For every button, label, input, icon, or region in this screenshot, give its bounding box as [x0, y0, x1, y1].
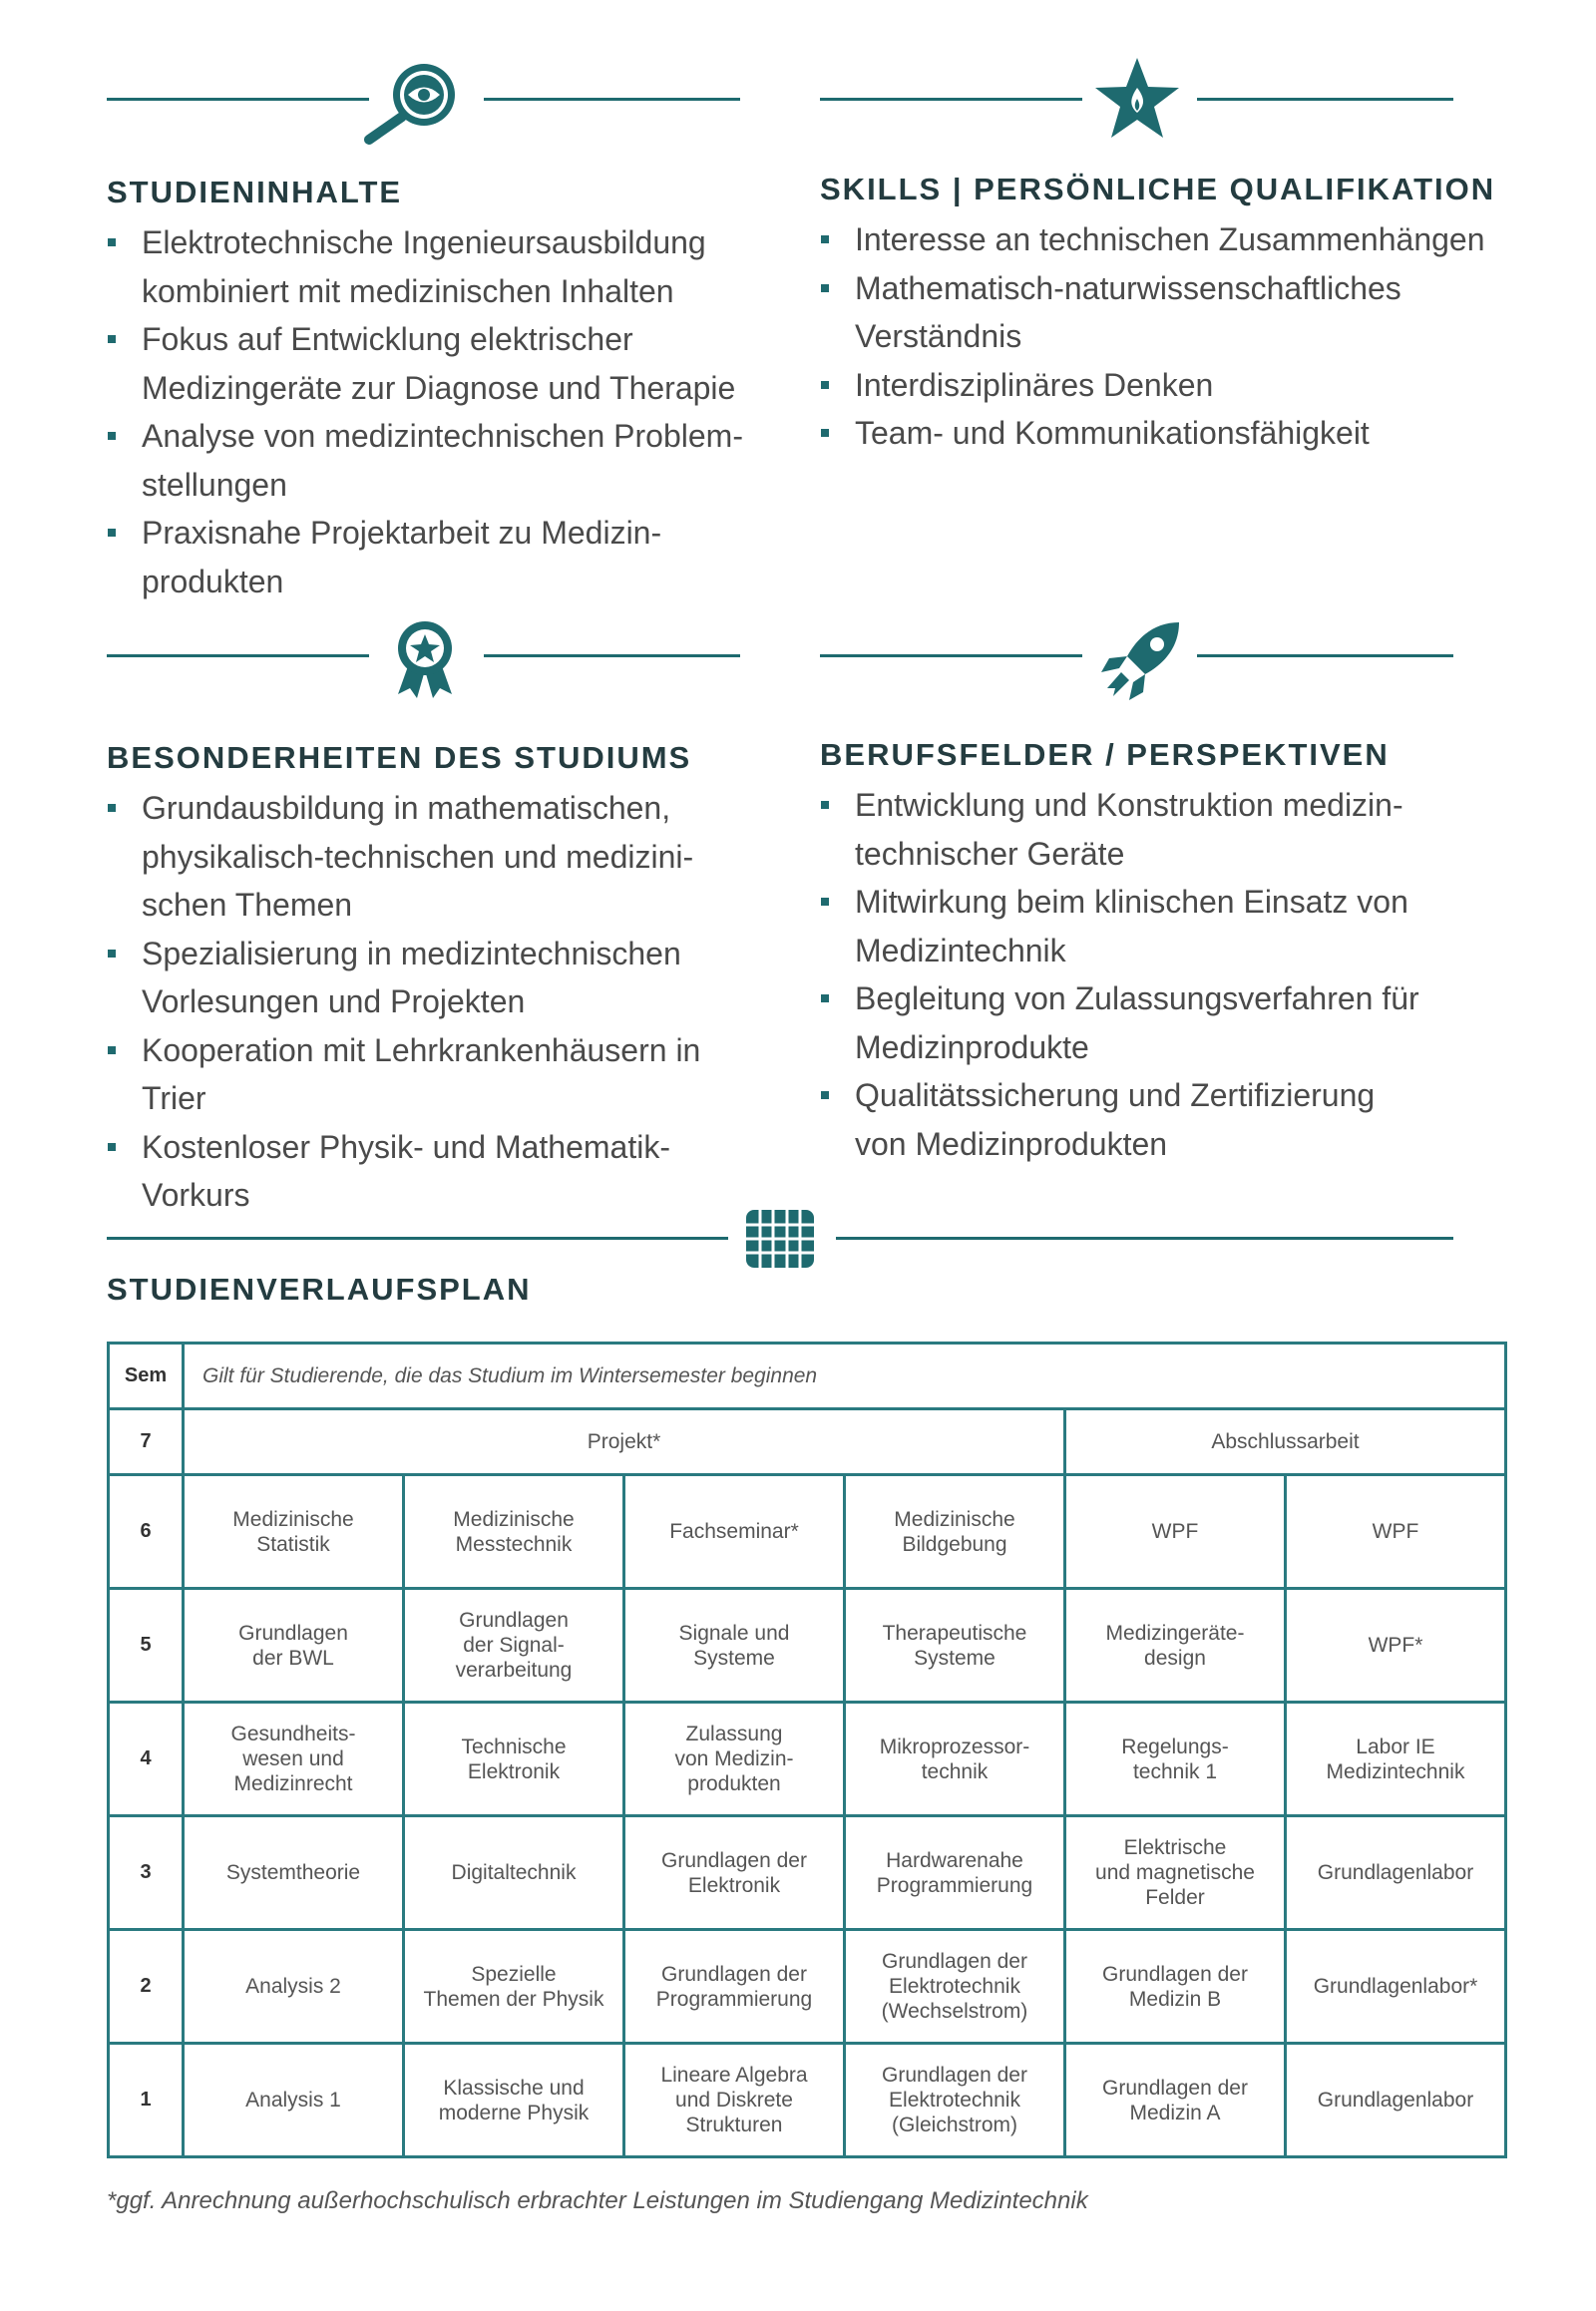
module-line: Technische: [461, 1734, 567, 1758]
list-item-line: stellungen: [142, 466, 287, 503]
module-line: Grundlagen der: [661, 1962, 807, 1986]
module-line: der BWL: [252, 1646, 334, 1670]
module-line: Grundlagenlabor: [1317, 2089, 1474, 2112]
module-cell: [404, 1475, 624, 1589]
list-item: [107, 930, 785, 1026]
module-line: Grundlagen der: [882, 2064, 1027, 2087]
section-studienverlaufsplan: [107, 1272, 532, 1316]
module-line: Labor IE: [1356, 1734, 1435, 1758]
module-line: (Gleichstrom): [891, 2114, 1017, 2136]
divider-line: [484, 98, 740, 101]
module-line: moderne Physik: [438, 2101, 590, 2124]
module-cell: Projekt*: [184, 1409, 1065, 1475]
module-cell: [845, 1930, 1065, 2044]
list-item-line: Trier: [142, 1080, 206, 1116]
bullet-list: [820, 781, 1518, 1168]
list-item-line: Kooperation mit Lehrkrankenhäusern in: [142, 1031, 701, 1068]
module-cell: [624, 1703, 845, 1816]
module-line: technik 1: [1132, 1759, 1218, 1783]
module-cell: [624, 1816, 845, 1930]
module-cell: [184, 1930, 404, 2044]
module-line: Grundlagen: [238, 1621, 348, 1645]
module-line: Systeme: [914, 1646, 996, 1670]
list-item-line: Medizingeräte zur Diagnose und Therapie: [142, 369, 736, 406]
module-line: der Signal-: [463, 1634, 565, 1657]
award-badge-icon: [392, 618, 458, 698]
module-line: Analysis 1: [245, 2089, 341, 2112]
module-cell: [624, 1589, 845, 1703]
module-line: Medizin B: [1128, 1987, 1222, 2011]
module-line: Signale und: [678, 1621, 790, 1645]
module-cell: [624, 1930, 845, 2044]
module-cell: [184, 1589, 404, 1703]
list-item: [820, 974, 1518, 1071]
semester-header: Sem: [109, 1344, 184, 1409]
module-line: von Medizin-: [674, 1747, 794, 1770]
module-line: Zulassung: [685, 1723, 783, 1745]
module-line: Medizinrecht: [233, 1772, 353, 1795]
module-line: Elektrotechnik: [889, 2089, 1020, 2112]
list-item-line: Vorlesungen und Projekten: [142, 983, 526, 1019]
list-item: [820, 781, 1518, 878]
list-item: [820, 264, 1518, 361]
module-line: Mikroprozessor-: [879, 1734, 1030, 1758]
section-studieninhalte: [107, 175, 785, 605]
table-row: [109, 1930, 1506, 2044]
table-note: Gilt für Studierende, die das Studium im Wintersemester beginnen: [184, 1344, 1506, 1409]
module-cell: [1286, 2044, 1506, 2157]
module-line: Grundlagen der: [661, 1848, 807, 1872]
module-line: Spezielle: [471, 1962, 557, 1986]
table-row: [109, 1475, 1506, 1589]
module-line: technik: [921, 1759, 989, 1783]
module-line: Grundlagenlabor*: [1313, 1975, 1478, 1998]
module-cell: [624, 1475, 845, 1589]
list-item-line: Interdisziplinäres Denken: [855, 366, 1214, 403]
study-plan-table: [107, 1342, 1507, 2158]
module-line: Medizinische: [453, 1507, 575, 1531]
list-item-line: Qualitätssicherung und Zertifizierung: [855, 1077, 1376, 1113]
section-title: BESONDERHEITEN DES STUDIUMS: [107, 740, 692, 775]
list-item-line: Vorkurs: [142, 1177, 250, 1213]
list-item-line: Begleitung von Zulassungsverfahren für: [855, 980, 1419, 1016]
module-cell: [845, 1589, 1065, 1703]
section-berufsfelder: [820, 737, 1518, 1168]
list-item-line: Verständnis: [855, 318, 1022, 354]
star-flame-icon: [1092, 55, 1182, 143]
bullet-list: [107, 784, 785, 1220]
module-line: Systemtheorie: [225, 1861, 361, 1884]
divider-line: [820, 98, 1082, 101]
module-line: Digitaltechnik: [451, 1861, 577, 1884]
module-cell: [404, 1816, 624, 1930]
module-cell: [1286, 1589, 1506, 1703]
list-item: [820, 361, 1518, 410]
module-cell: [1065, 1930, 1286, 2044]
semester-number: 4: [109, 1703, 184, 1816]
table-row: [109, 1409, 1506, 1475]
module-line: Elektronik: [467, 1759, 561, 1783]
section-besonderheiten: [107, 740, 785, 1220]
list-item-line: Fokus auf Entwicklung elektrischer: [142, 321, 633, 357]
module-line: Bildgebung: [902, 1532, 1007, 1556]
module-line: Grundlagen der: [1102, 1962, 1248, 1986]
module-cell: [1286, 1816, 1506, 1930]
module-cell: [1286, 1930, 1506, 2044]
list-item: [107, 1026, 785, 1123]
module-line: Regelungs-: [1121, 1734, 1229, 1758]
list-item-line: Analyse von medizintechnischen Problem-: [142, 418, 743, 454]
module-line: Programmierung: [876, 1873, 1033, 1897]
module-line: Therapeutische: [882, 1621, 1027, 1645]
module-cell: [1286, 1703, 1506, 1816]
table-header-row: [109, 1344, 1506, 1409]
module-line: Grundlagen der: [882, 1950, 1027, 1973]
semester-number: 2: [109, 1930, 184, 2044]
module-line: Grundlagen der: [1102, 2076, 1248, 2100]
module-cell: [1065, 1589, 1286, 1703]
module-cell: [184, 1703, 404, 1816]
divider-line: [820, 654, 1082, 657]
module-line: Statistik: [256, 1532, 330, 1556]
module-line: Fachseminar*: [669, 1520, 799, 1543]
list-item-line: Elektrotechnische Ingenieursausbildung: [142, 224, 706, 260]
module-line: Themen der Physik: [423, 1987, 604, 2011]
list-item: [820, 1071, 1518, 1168]
divider-line: [107, 98, 369, 101]
module-cell: [1065, 1475, 1286, 1589]
list-item-line: Praxisnahe Projektarbeit zu Medizin-: [142, 515, 662, 551]
module-cell: [845, 2044, 1065, 2157]
list-item: [107, 315, 785, 412]
module-line: Medizin A: [1129, 2101, 1221, 2124]
module-cell: [1065, 1703, 1286, 1816]
list-item: [820, 215, 1518, 264]
module-cell: [845, 1475, 1065, 1589]
module-cell: [845, 1816, 1065, 1930]
module-line: Gesundheits-: [230, 1723, 356, 1745]
list-item-line: Interesse an technischen Zusammenhängen: [855, 221, 1485, 257]
module-line: Medizinische: [894, 1507, 1015, 1531]
module-line: Strukturen: [685, 2114, 783, 2136]
module-line: Hardwarenahe: [886, 1848, 1023, 1872]
module-line: Lineare Algebra: [660, 2064, 808, 2087]
semester-number: 6: [109, 1475, 184, 1589]
divider-line: [836, 1237, 1453, 1240]
module-cell: [1065, 2044, 1286, 2157]
magnifier-eye-icon: [354, 55, 464, 145]
divider-line: [107, 1237, 728, 1240]
module-cell: [184, 1475, 404, 1589]
list-item-line: Mathematisch-naturwissenschaftliches: [855, 269, 1401, 306]
module-line: Elektrotechnik: [889, 1975, 1020, 1998]
module-line: (Wechselstrom): [881, 2000, 1028, 2023]
module-cell: [404, 2044, 624, 2157]
divider-line: [484, 654, 740, 657]
list-item-line: physikalisch-technischen und medizini-: [142, 838, 694, 875]
module-line: Grundlagenlabor: [1317, 1861, 1474, 1884]
list-item: [107, 412, 785, 509]
section-title: STUDIENINHALTE: [107, 175, 403, 209]
module-line: Messtechnik: [455, 1532, 573, 1556]
module-line: Elektrische: [1123, 1836, 1227, 1859]
section-title: SKILLS | PERSÖNLICHE QUALIFIKATION: [820, 172, 1496, 206]
divider-line: [1197, 98, 1453, 101]
module-cell: [184, 1816, 404, 1930]
module-cell: Abschlussarbeit: [1065, 1409, 1506, 1475]
list-item-line: Mitwirkung beim klinischen Einsatz von: [855, 884, 1408, 920]
module-line: Systeme: [693, 1646, 775, 1670]
list-item: [820, 409, 1518, 458]
table-row: [109, 1703, 1506, 1816]
table-row: [109, 1589, 1506, 1703]
module-line: und magnetische: [1095, 1861, 1255, 1884]
footnote: *ggf. Anrechnung außerhochschulisch erbrachter Leistungen im Studiengang Medizintechnik: [107, 2187, 1088, 2214]
module-line: WPF: [1372, 1520, 1419, 1543]
module-line: wesen und: [242, 1747, 344, 1770]
list-item-line: Team- und Kommunikationsfähigkeit: [855, 415, 1370, 451]
module-line: Medizingeräte-: [1105, 1621, 1245, 1645]
list-item-line: Entwicklung und Konstruktion medizin-: [855, 787, 1403, 823]
table-row: [109, 2044, 1506, 2157]
list-item-line: von Medizinprodukten: [855, 1125, 1168, 1162]
module-cell: [845, 1703, 1065, 1816]
module-cell: [404, 1703, 624, 1816]
list-item-line: Medizinprodukte: [855, 1028, 1089, 1065]
list-item-line: Kostenloser Physik- und Mathematik-: [142, 1128, 670, 1165]
module-line: Felder: [1145, 1886, 1205, 1909]
section-title: BERUFSFELDER / PERSPEKTIVEN: [820, 737, 1390, 772]
list-item-line: Medizintechnik: [855, 932, 1066, 968]
list-item: [107, 509, 785, 605]
module-line: Klassische und: [443, 2076, 585, 2100]
list-item-line: Grundausbildung in mathematischen,: [142, 790, 671, 826]
bullet-list: [107, 218, 785, 605]
module-cell: [404, 1930, 624, 2044]
list-item-line: Spezialisierung in medizintechnischen: [142, 935, 681, 971]
semester-number: 7: [109, 1409, 184, 1475]
semester-number: 5: [109, 1589, 184, 1703]
module-line: Medizinische: [232, 1507, 354, 1531]
list-item-line: technischer Geräte: [855, 835, 1125, 872]
module-cell: [624, 2044, 845, 2157]
module-line: Grundlagen: [459, 1609, 569, 1632]
module-cell: [184, 2044, 404, 2157]
module-cell: [1286, 1475, 1506, 1589]
section-title: STUDIENVERLAUFSPLAN: [107, 1272, 532, 1307]
module-line: verarbeitung: [455, 1659, 573, 1682]
section-skills: [820, 172, 1518, 458]
module-line: Medizintechnik: [1326, 1759, 1465, 1783]
bullet-list: [820, 215, 1518, 458]
module-line: und Diskrete: [675, 2089, 793, 2112]
list-item-line: produkten: [142, 563, 284, 599]
semester-number: 3: [109, 1816, 184, 1930]
module-line: Analysis 2: [245, 1975, 341, 1998]
list-item: [820, 878, 1518, 974]
module-line: Elektronik: [687, 1873, 781, 1897]
module-line: design: [1144, 1646, 1206, 1670]
module-cell: [404, 1589, 624, 1703]
module-line: Programmierung: [655, 1987, 813, 2011]
divider-line: [1197, 654, 1453, 657]
list-item: [107, 1123, 785, 1220]
table-row: [109, 1816, 1506, 1930]
module-cell: [1065, 1816, 1286, 1930]
module-line: WPF: [1151, 1520, 1199, 1543]
divider-line: [107, 654, 369, 657]
rocket-icon: [1097, 616, 1187, 706]
module-line: produkten: [687, 1772, 781, 1795]
list-item-line: kombiniert mit medizinischen Inhalten: [142, 272, 674, 309]
list-item: [107, 218, 785, 315]
list-item: [107, 784, 785, 930]
list-item-line: schen Themen: [142, 887, 353, 923]
semester-number: 1: [109, 2044, 184, 2157]
module-line: WPF*: [1368, 1634, 1423, 1657]
